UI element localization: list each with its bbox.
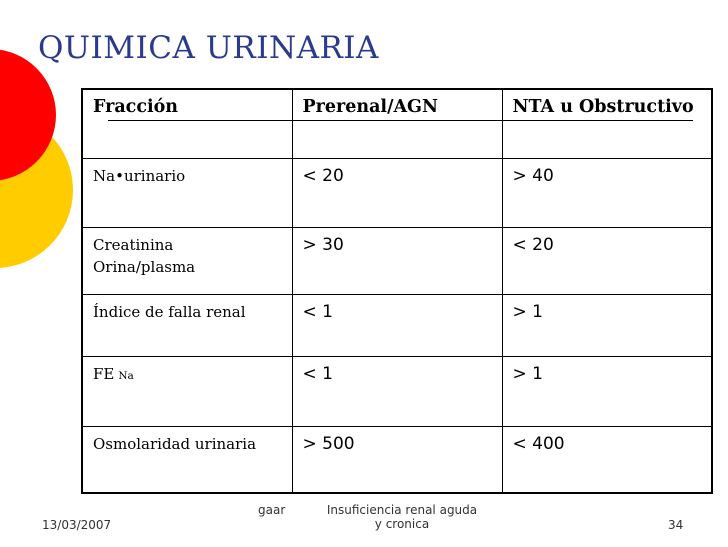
nta-value: > 40 (502, 159, 712, 228)
nta-value: > 1 (502, 357, 712, 427)
footer-topic-line1: Insuficiencia renal aguda (326, 503, 478, 517)
table-row (82, 295, 712, 357)
nta-value: < 20 (502, 228, 712, 295)
row-label: Osmolaridad urinaria (82, 427, 292, 494)
row-label (82, 159, 292, 228)
table-row (82, 159, 712, 228)
table-row (82, 357, 712, 427)
prerenal-value: > 30 (292, 228, 502, 295)
header-fraccion: Fracción (82, 89, 292, 159)
prerenal-value: < 20 (292, 159, 502, 228)
header-nta: NTA u Obstructivo (502, 89, 712, 159)
label-text-rest: urinario (123, 167, 186, 185)
footer-topic-line2: y cronica (374, 517, 430, 531)
label-line2: Orina/plasma (93, 258, 196, 276)
row-label (82, 228, 292, 295)
label-text: Na (93, 167, 116, 185)
footer-page-number: 34 (668, 518, 684, 532)
bullet-mark: • (115, 167, 124, 185)
footer-date: 13/03/2007 (42, 518, 112, 532)
header-prerenal: Prerenal/AGN (292, 89, 502, 159)
slide-title: QUIMICA URINARIA (38, 30, 379, 66)
nta-value: > 1 (502, 295, 712, 357)
nta-value: < 400 (502, 427, 712, 494)
prerenal-value: < 1 (292, 357, 502, 427)
label-subscript: Na (118, 370, 134, 382)
prerenal-value: < 1 (292, 295, 502, 357)
urine-chemistry-table (81, 88, 713, 494)
header-underline (108, 120, 693, 121)
table-header-row (82, 89, 712, 159)
row-label: Índice de falla renal (82, 295, 292, 357)
footer-author: gaar (258, 503, 286, 517)
label-line1: Creatinina (93, 236, 174, 254)
label-text: FE (93, 365, 115, 383)
row-label (82, 357, 292, 427)
table-row (82, 228, 712, 295)
prerenal-value: > 500 (292, 427, 502, 494)
table-row (82, 427, 712, 494)
footer-topic (317, 503, 487, 531)
